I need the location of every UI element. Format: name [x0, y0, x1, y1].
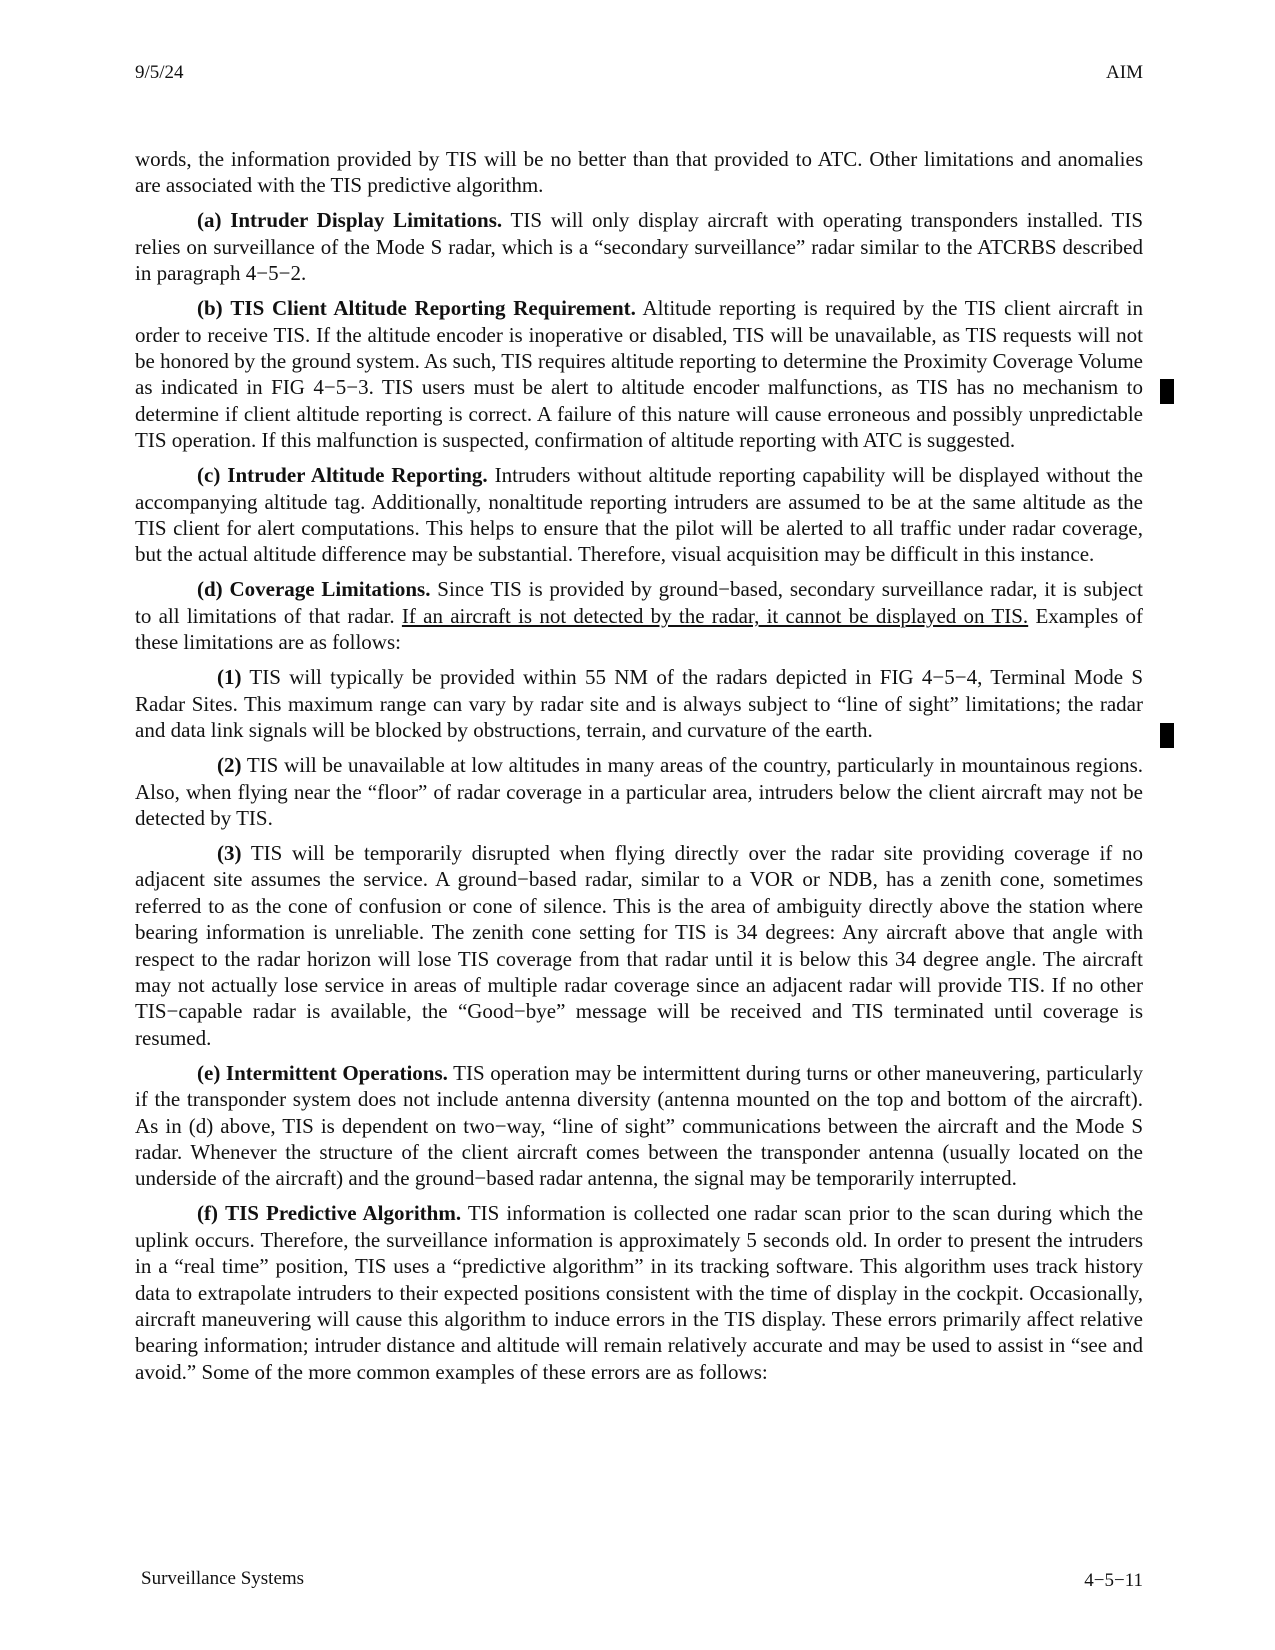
paragraph-d-label: (d): [197, 577, 223, 602]
paragraph-e-title: Intermittent Operations.: [225, 1060, 448, 1085]
paragraph-d2-label: (2): [217, 753, 242, 778]
paragraph-b: [135, 295, 1143, 453]
paragraph-c-title: Intruder Altitude Reporting.: [227, 463, 488, 488]
paragraph-d3-label: (3): [217, 840, 242, 865]
paragraph-a-text: TIS will only display aircraft with operating transponders installed. TIS relies on surveillance of the Mode S radar, which is a “secondary surveillance” radar similar to the ATCRBS described in paragraph 4−5−2.: [135, 208, 1144, 286]
change-bar: [1160, 723, 1174, 748]
paragraph-d2-text: TIS will be unavailable at low altitudes in many areas of the country, particularly in mountainous regions. Also, when flying near the “floor” of radar coverage in a particular area, intruders below the client aircraft may not be detected by TIS.: [135, 753, 1144, 830]
paragraph-d3: [135, 840, 1143, 1051]
paragraph-c: [135, 462, 1143, 568]
paragraph-e: [135, 1060, 1143, 1192]
paragraph-d: [135, 576, 1143, 655]
paragraph-d-title: Coverage Limitations.: [229, 577, 431, 602]
paragraph-f-title: TIS Predictive Algorithm.: [225, 1201, 462, 1226]
header-publication: AIM: [1106, 62, 1143, 83]
paragraph-d-underlined-text: If an aircraft is not detected by the radar, it cannot be displayed on TIS.: [401, 603, 1029, 628]
paragraph-b-text: Altitude reporting is required by the TIS client aircraft in order to receive TIS. If the altitude encoder is inoperative or disabled, TIS will be unavailable, as TIS requests will not be honored by the ground system. As such, TIS requires altitude reporting to determine the Proximity Coverage Volume as indicated in FIG 4−5−3. TIS users must be alert to altitude encoder malfunctions, as TIS has no mechanism to determine if client altitude reporting is correct. A failure of this nature will cause erroneous and possibly unpredictable TIS operation. If this malfunction is suspected, confirmation of altitude reporting with ATC is suggested.: [135, 296, 1144, 453]
paragraph-a: [135, 207, 1143, 286]
paragraph-e-label: (e): [197, 1060, 221, 1085]
paragraph-f-label: (f): [197, 1201, 218, 1226]
paragraph-c-label: (c): [197, 463, 221, 488]
paragraph-d1-text: TIS will typically be provided within 55 NM of the radars depicted in FIG 4−5−4, Terminal Mode S Radar Sites. This maximum range can vary by radar site and is always subject to “line of sight” limitations; the radar and data link signals will be blocked by obstructions, terrain, and curvature of the earth.: [135, 665, 1144, 743]
page-footer: [135, 1568, 1143, 1594]
paragraph-c-text: Intruders without altitude reporting capability will be displayed without the accompanying altitude tag. Additionally, nonaltitude reporting intruders are assumed to be at the same altitude as the TIS client for alert computations. This helps to ensure that the pilot will be alerted to all traffic under radar coverage, but the actual altitude difference may be substantial. Therefore, visual acquisition may be difficult in this instance.: [135, 463, 1144, 567]
paragraph-d1: [135, 664, 1143, 743]
page-header: [135, 62, 1143, 88]
paragraph-d1-label: (1): [217, 665, 242, 690]
paragraph-f: [135, 1200, 1143, 1385]
footer-section-title: Surveillance Systems: [141, 1568, 305, 1589]
paragraph-d-text-after: Examples of these limitations are as follows:: [135, 603, 1144, 655]
paragraph-d3-text: TIS will be temporarily disrupted when flying directly over the radar site providing coverage if no adjacent site assumes the service. A ground−based radar, similar to a VOR or NDB, has a zenith cone, sometimes referred to as the cone of confusion or cone of silence. This is the area of ambiguity directly above the station where bearing information is unreliable. The zenith cone setting for TIS is 34 degrees: Any aircraft above that angle with respect to the radar horizon will lose TIS coverage from that radar until it is below this 34 degree angle. The aircraft may not actually lose service in areas of multiple radar coverage since an adjacent radar will provide TIS. If no other TIS−capable radar is available, the “Good−bye” message will be received and TIS terminated until coverage is resumed.: [135, 840, 1143, 1050]
paragraph-e-text: TIS operation may be intermittent during turns or other maneuvering, particularly if the transponder system does not include antenna diversity (antenna mounted on the top and bottom of the aircraft). As in (d) above, TIS is dependent on two−way, “line of sight” communications between the aircraft and the Mode S radar. Whenever the structure of the client aircraft comes between the transponder antenna (usually located on the underside of the aircraft) and the ground−based radar antenna, the signal may be temporarily interrupted.: [135, 1060, 1144, 1191]
paragraph-a-title: Intruder Display Limitations.: [230, 208, 503, 233]
document-body: [135, 146, 1143, 1394]
header-date: 9/5/24: [135, 62, 184, 83]
paragraph-d-text: Since TIS is provided by ground−based, secondary surveillance radar, it is subject to all limitations of that radar.: [135, 577, 1144, 628]
paragraph-b-title: TIS Client Altitude Reporting Requirement.: [230, 296, 636, 321]
paragraph-f-text: TIS information is collected one radar scan prior to the scan during which the uplink occurs. Therefore, the surveillance information is approximately 5 seconds old. In order to present the intruders in a “real time” position, TIS uses a “predictive algorithm” in its tracking software. This algorithm uses track history data to extrapolate intruders to their expected positions consistent with the time of display in the cockpit. Occasionally, aircraft maneuvering will cause this algorithm to induce errors in the TIS display. These errors primarily affect relative bearing information; intruder distance and altitude will remain relatively accurate and may be used to assist in “see and avoid.” Some of the more common examples of these errors are as follows:: [135, 1201, 1144, 1384]
change-bar: [1160, 379, 1174, 404]
footer-page-number: 4−5−11: [1084, 1570, 1143, 1591]
paragraph-d2: [135, 752, 1143, 831]
intro-paragraph: words, the information provided by TIS will be no better than that provided to ATC. Other limitations and anomalies are associated with the TIS predictive algorithm.: [135, 147, 1143, 198]
paragraph-a-label: (a): [197, 208, 222, 233]
paragraph-b-label: (b): [197, 296, 223, 321]
